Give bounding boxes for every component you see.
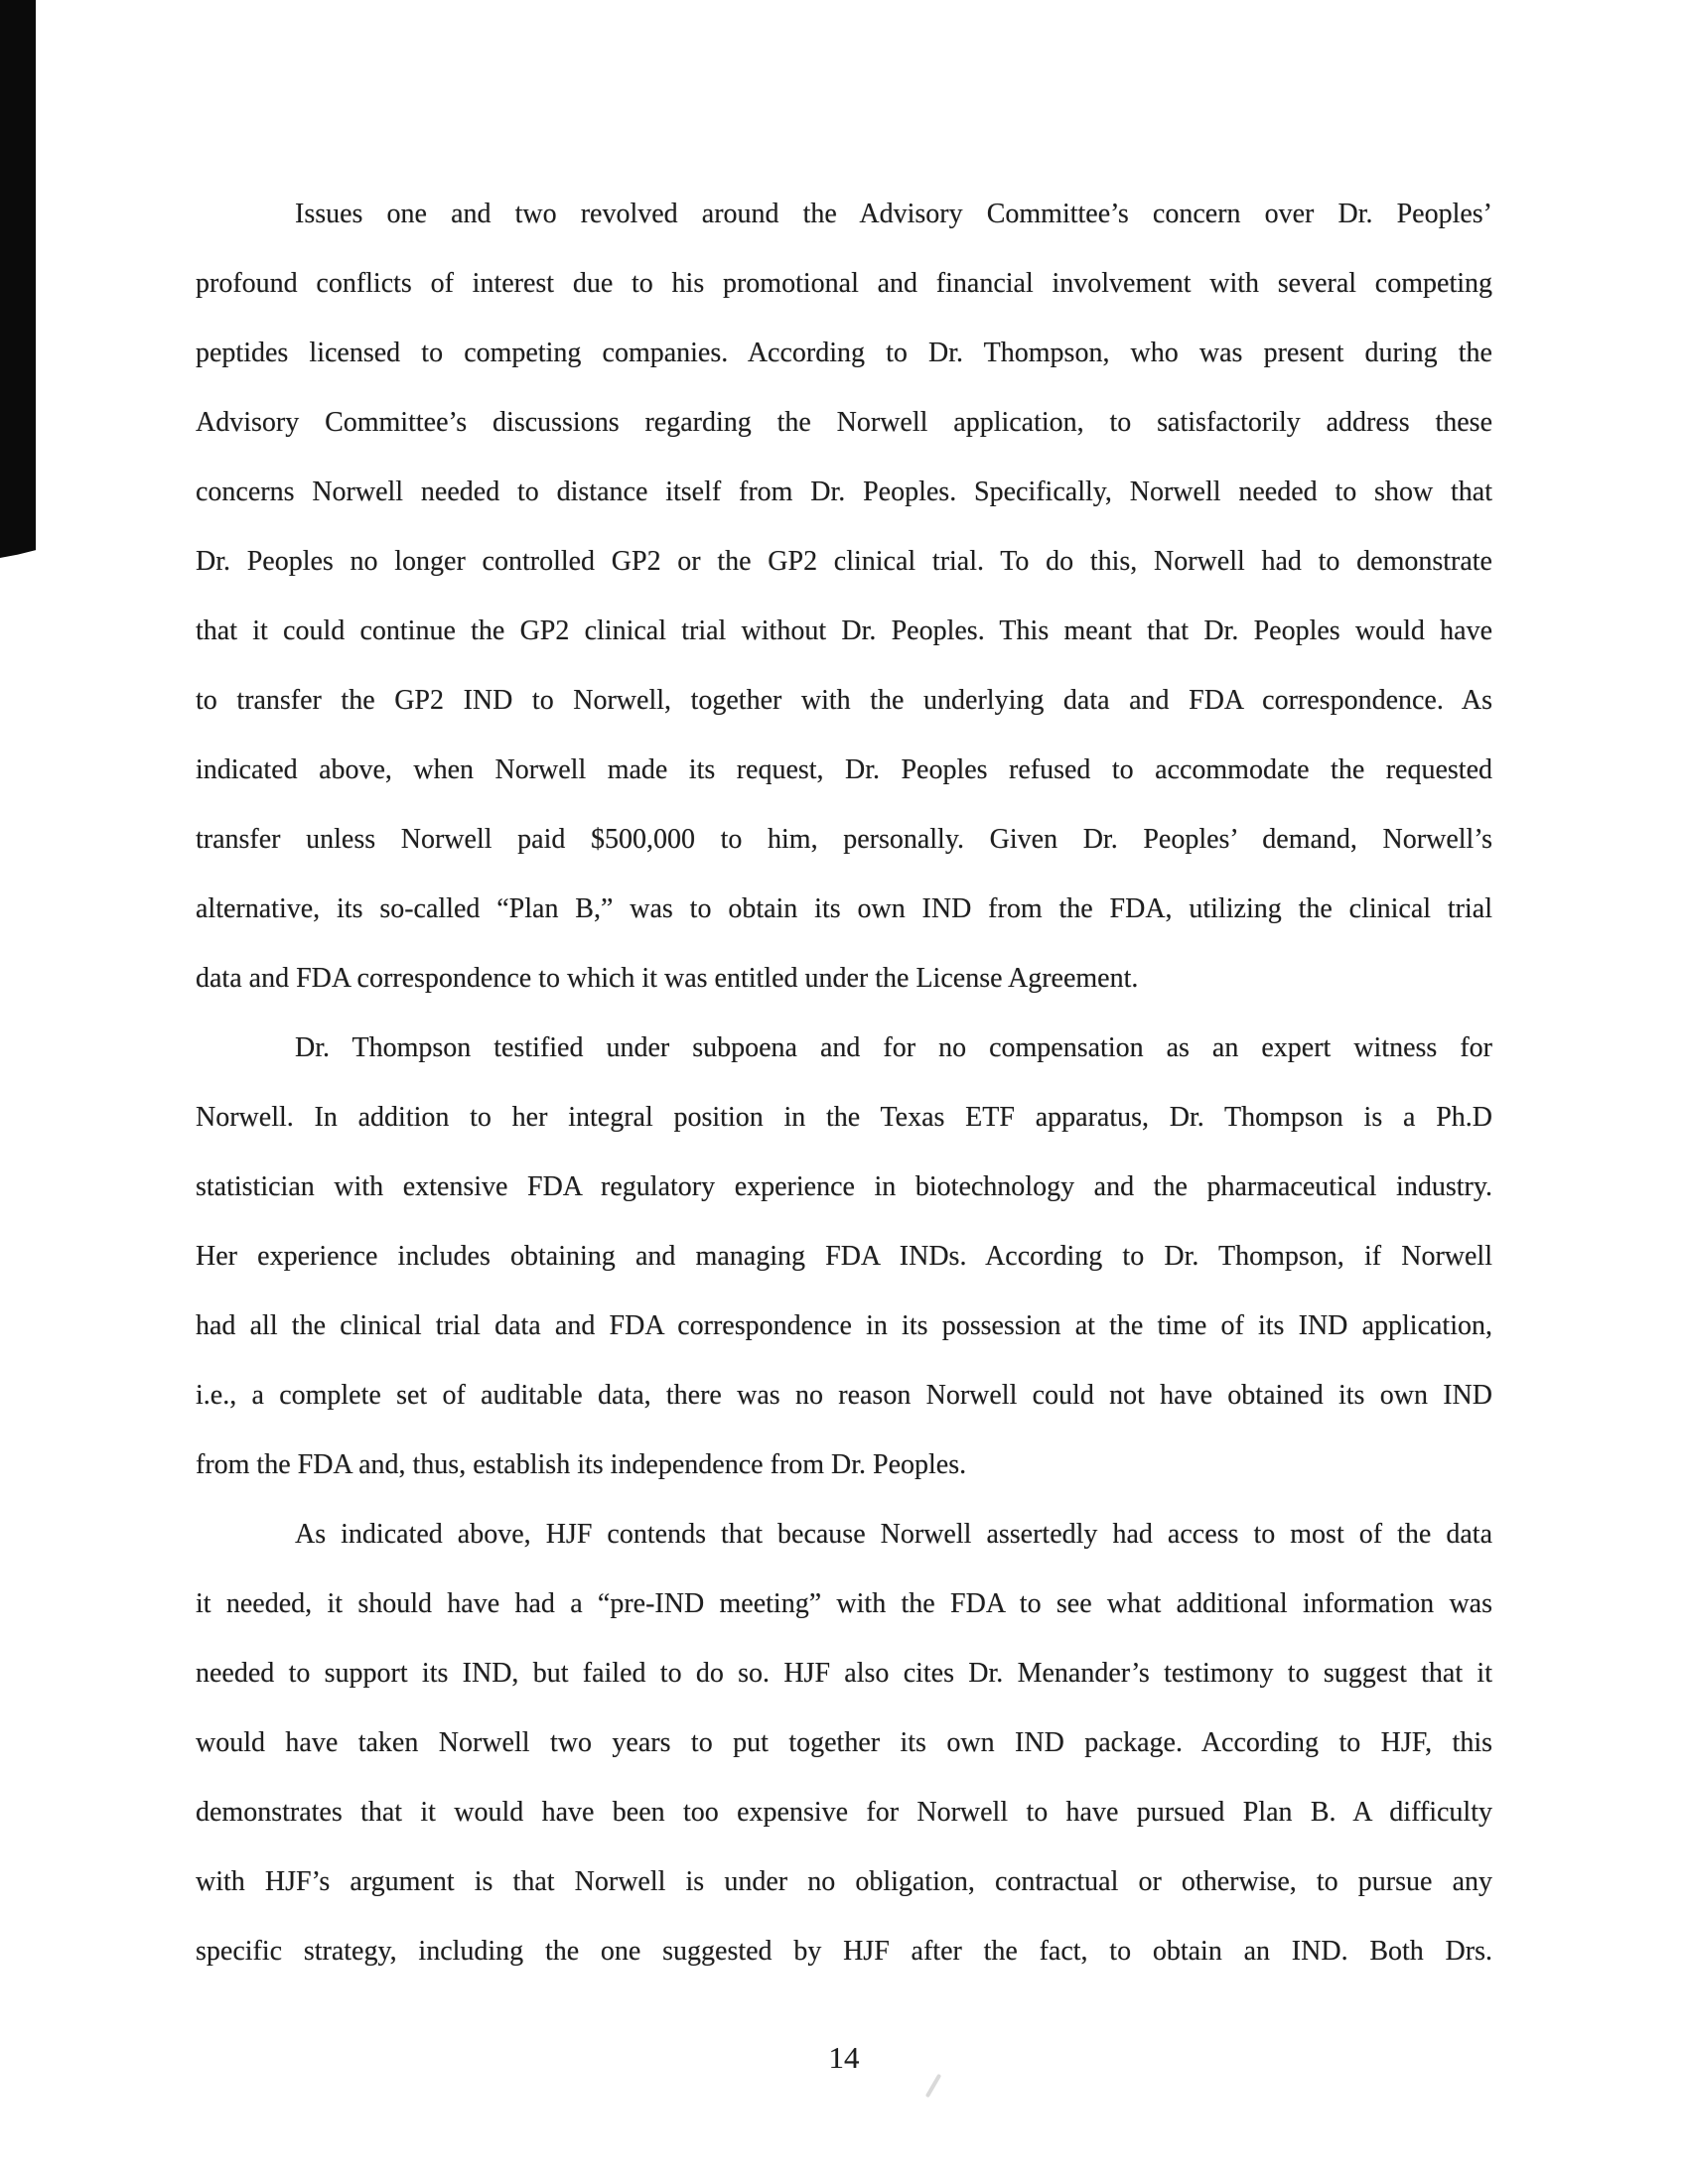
text-line: that it could continue the GP2 clinical trial without Dr. Peoples. This meant that Dr. Peoples would have [196, 615, 1492, 646]
text-line: Norwell. In addition to her integral position in the Texas ETF apparatus, Dr. Thompson is a Ph.D [196, 1102, 1492, 1133]
text-line: indicated above, when Norwell made its request, Dr. Peoples refused to accommodate the requested [196, 754, 1492, 785]
text-line: Advisory Committee’s discussions regarding the Norwell application, to satisfactorily address these [196, 407, 1492, 438]
text-line: to transfer the GP2 IND to Norwell, together with the underlying data and FDA correspondence. As [196, 685, 1492, 716]
text-line: Issues one and two revolved around the Advisory Committee’s concern over Dr. Peoples’ [295, 199, 1492, 229]
text-line: demonstrates that it would have been too expensive for Norwell to have pursued Plan B. A difficulty [196, 1797, 1492, 1828]
paragraph [196, 180, 1492, 1014]
text-line: Her experience includes obtaining and managing FDA INDs. According to Dr. Thompson, if Norwell [196, 1241, 1492, 1272]
text-line: i.e., a complete set of auditable data, there was no reason Norwell could not have obtained its own IND [196, 1380, 1492, 1411]
text-line: profound conflicts of interest due to his promotional and financial involvement with several competing [196, 268, 1492, 299]
text-line: As indicated above, HJF contends that because Norwell assertedly had access to most of the data [295, 1519, 1492, 1550]
text-line: would have taken Norwell two years to put together its own IND package. According to HJF, this [196, 1727, 1492, 1758]
text-line: specific strategy, including the one suggested by HJF after the fact, to obtain an IND. Both Drs. [196, 1936, 1492, 1967]
paragraph [196, 1500, 1492, 1986]
text-line: concerns Norwell needed to distance itself from Dr. Peoples. Specifically, Norwell needed to show that [196, 477, 1492, 507]
paragraph [196, 1014, 1492, 1500]
text-line: had all the clinical trial data and FDA correspondence in its possession at the time of its IND application, [196, 1310, 1492, 1341]
text-line: peptides licensed to competing companies. According to Dr. Thompson, who was present during the [196, 338, 1492, 368]
text-line: from the FDA and, thus, establish its independence from Dr. Peoples. [196, 1449, 967, 1480]
text-line: alternative, its so-called “Plan B,” was to obtain its own IND from the FDA, utilizing the clinical trial [196, 893, 1492, 924]
text-line: Dr. Peoples no longer controlled GP2 or the GP2 clinical trial. To do this, Norwell had to demonstrate [196, 546, 1492, 577]
text-line: it needed, it should have had a “pre-IND meeting” with the FDA to see what additional information was [196, 1588, 1492, 1619]
text-line: transfer unless Norwell paid $500,000 to him, personally. Given Dr. Peoples’ demand, Norwell’s [196, 824, 1492, 855]
text-line: needed to support its IND, but failed to do so. HJF also cites Dr. Menander’s testimony to suggest that it [196, 1658, 1492, 1689]
text-line: statistician with extensive FDA regulatory experience in biotechnology and the pharmaceutical industry. [196, 1171, 1492, 1202]
scan-edge-artifact [0, 0, 36, 558]
page-number: 14 [828, 2040, 860, 2075]
document-body [196, 180, 1492, 1986]
text-line: Dr. Thompson testified under subpoena and for no compensation as an expert witness for [295, 1032, 1492, 1063]
text-line: with HJF’s argument is that Norwell is under no obligation, contractual or otherwise, to pursue any [196, 1866, 1492, 1897]
text-line: data and FDA correspondence to which it was entitled under the License Agreement. [196, 963, 1139, 994]
